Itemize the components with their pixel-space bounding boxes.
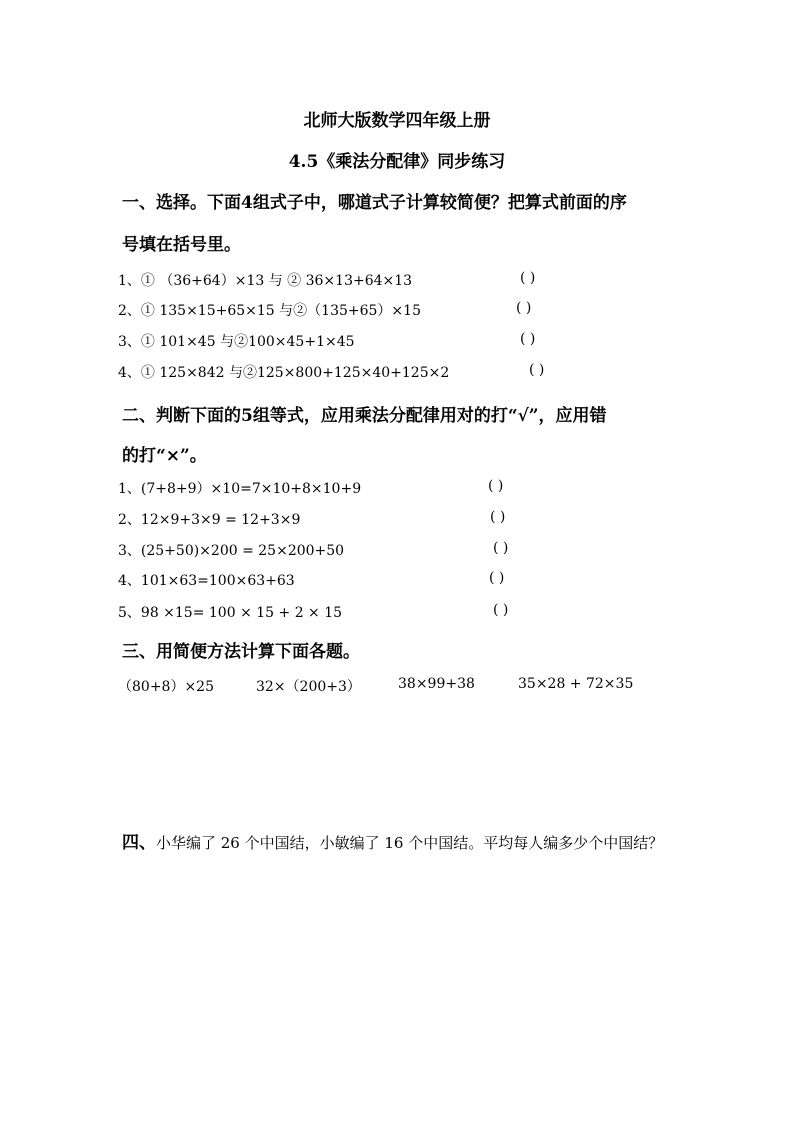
page-title: 北师大版数学四年级上册	[303, 111, 491, 131]
section2-item-1: 1、(7+8+9）×10=7×10+8×10+9	[118, 481, 362, 497]
section1-heading-line2: 号填在括号里。	[122, 235, 241, 255]
section3-problem-1: （80+8）×25	[118, 679, 214, 695]
page-subtitle: 4.5《乘法分配律》同步练习	[288, 152, 506, 172]
section2-item-3: 3、(25+50)×200 = 25×200+50	[118, 543, 345, 559]
section1-item-3: 3、① 101×45 与②100×45+1×45	[118, 334, 355, 350]
section1-answer-blank-3[interactable]: ( )	[520, 331, 536, 347]
section4-text: 小华编了 26 个中国结，小敏编了 16 个中国结。平均每人编多少个中国结？	[156, 834, 664, 852]
section2-item-4: 4、101×63=100×63+63	[118, 573, 295, 589]
section2-answer-blank-5[interactable]: ( )	[493, 602, 509, 618]
section2-item-2: 2、12×9+3×9 = 12+3×9	[118, 512, 301, 528]
section4-question	[122, 828, 663, 853]
section2-answer-blank-4[interactable]: ( )	[489, 570, 505, 586]
section3-problem-3: 38×99+38	[398, 676, 475, 692]
section1-answer-blank-1[interactable]: ( )	[520, 270, 536, 286]
section4-label: 四、	[122, 833, 156, 853]
section2-answer-blank-1[interactable]: ( )	[488, 478, 504, 494]
section3-problem-2: 32×（200+3）	[256, 679, 361, 695]
section1-heading-line1: 一、选择。下面4组式子中，哪道式子计算较简便？把算式前面的序	[122, 193, 627, 213]
section1-item-4: 4、① 125×842 与②125×800+125×40+125×2	[118, 365, 450, 381]
section1-answer-blank-2[interactable]: ( )	[516, 300, 532, 316]
section1-item-1: 1、① （36+64）×13 与 ② 36×13+64×13	[118, 273, 413, 289]
section2-heading-line2: 的打“×”。	[122, 446, 207, 466]
section1-answer-blank-4[interactable]: ( )	[529, 362, 545, 378]
section2-item-5: 5、98 ×15= 100 × 15 + 2 × 15	[118, 605, 343, 621]
section3-heading: 三、用简便方法计算下面各题。	[122, 642, 360, 662]
section2-answer-blank-3[interactable]: ( )	[493, 540, 509, 556]
section1-item-2: 2、① 135×15+65×15 与②（135+65）×15	[118, 303, 421, 319]
section2-heading-line1: 二、判断下面的5组等式，应用乘法分配律用对的打“√”，应用错	[122, 406, 607, 426]
section3-problem-4: 35×28 + 72×35	[518, 676, 634, 692]
section2-answer-blank-2[interactable]: ( )	[490, 509, 506, 525]
